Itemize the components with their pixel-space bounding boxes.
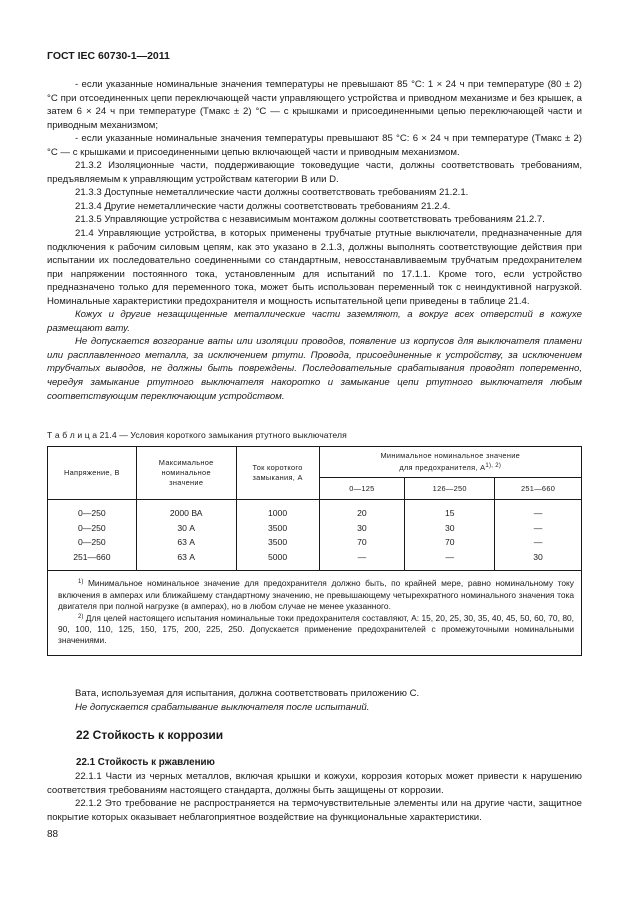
column-fuse-126-250: [405, 500, 495, 571]
page-number: 88: [47, 829, 59, 840]
table-cell: 30: [533, 551, 543, 562]
table-cell: 251—660: [73, 551, 111, 562]
clause-22-1-1: 22.1.1 Части из черных металлов, включая крышки и кожухи, коррозия которых может привести к нарушению соответствия требованиям настоящего стандарта, должны быть защищены от коррозии.: [47, 771, 582, 796]
note-2-mark: 2): [78, 613, 84, 620]
header-fuse-group-text: Минимальное номинальное значение для предохранителя, А: [380, 451, 521, 472]
clause-21-3-4: 21.3.4 Другие неметаллические части должны соответствовать требованиям 21.2.4.: [75, 200, 451, 212]
clause-22-1-2: 22.1.2 Это требование не распространяется на термочувствительные элементы или на другие части, защитное покрытие которых оказывает неблагоприятное воздействие на функциональные характеристики.: [47, 798, 582, 823]
header-fuse-group: [319, 447, 582, 478]
table-cell: —: [533, 508, 543, 518]
section-body: [47, 770, 582, 824]
table-cell: 5000: [268, 551, 288, 562]
table-cell: 0—250: [78, 522, 106, 533]
table-cell: 30 А: [177, 522, 196, 533]
table-caption: Т а б л и ц а 21.4 — Условия короткого замыкания ртутного выключателя: [47, 430, 347, 440]
column-sc-current: [236, 500, 319, 571]
note-2-text: Для целей настоящего испытания номинальные токи предохранителя составляют, А: 15, 20, 25, 30, 35, 40, 45, 50, 60, 70, 80, 90, 100, 110, 125, 150, 175, 200, 225, 250. Допускается применение предохранителей с промежуточными номинальными значениями.: [58, 612, 574, 646]
table-cell: 3500: [268, 537, 288, 548]
column-fuse-0-125: [319, 500, 405, 571]
paragraph-earthing: Кожух и другие незащищенные металлические части заземляют, а вокруг всех отверстий в кожухе размещают вату.: [47, 309, 582, 334]
subheader-126-250: 126—250: [405, 478, 495, 500]
table-cell: 63 А: [177, 537, 196, 548]
table-notes: [48, 571, 582, 655]
column-max-rating: [136, 500, 236, 571]
note-1-mark: 1): [78, 579, 84, 586]
header-fuse-group-sup: 1), 2): [485, 463, 502, 469]
table-cell: —: [445, 551, 455, 562]
paragraph-cotton: Вата, используемая для испытания, должна соответствовать приложению С.: [75, 688, 420, 699]
table-cell: —: [533, 522, 543, 533]
document-header: ГОСТ IEC 60730-1—2011: [47, 50, 170, 62]
clause-21-3-3: 21.3.3 Доступные неметаллические части должны соответствовать требованиям 21.2.1.: [75, 187, 469, 199]
column-voltage: [48, 500, 137, 571]
paragraph-temp-gt85: - если указанные номинальные значения температуры превышают 85 °С: 6 × 24 ч при температуре (Tмакс ± 2) °С — с крышками и присоединенными цепью включающей части и приводным механизмом.: [47, 133, 582, 158]
short-circuit-table: [47, 446, 582, 656]
clause-21-4: 21.4 Управляющие устройства, в которых применены трубчатые ртутные выключатели, предназначенные для подключения к рабочим силовым цепям, как это указано в 2.1.3, должны выполнять соответствующие действия при испытании их последовательно соединенными со стандартным, невосстанавливаемым трубчатым предохранителем при напряжении постоянного тока, установленным для испытаний по 17.1.1. Кроме того, если устройство предназначено только для переменного тока, может быть использован переменный ток с неиндуктивной нагрузкой. Номинальные характеристики предохранителя и мощность испытательной цепи приведены в таблице 21.4.: [47, 228, 582, 307]
paragraph-no-operation: Не допускается срабатывание выключателя после испытаний.: [75, 701, 370, 713]
table-note-1: [58, 577, 574, 612]
subsection-title: 22.1 Стойкость к ржавлению: [76, 757, 215, 768]
note-1-text: Минимальное номинальное значение для предохранителя должно быть, по крайней мере, равно номинальному току включения в амперах или ближайшему стандартному значению, не превышающему четырехкратного номинального значения тока двигателя при полной нагрузке (в амперах), но в любом случае не менее указанного.: [58, 578, 574, 611]
paragraph-temp-le85: - если указанные номинальные значения температуры не превышают 85 °С: 1 × 24 ч при температуре (80 ± 2) °С при отсоединенных цепи переключающей части управляющего устройства и приводном механизме и без крышек, а затем 6 × 24 ч при температуре (Tмакс ± 2) °С — с крышками и присоединенными цепью переключающей части и приводным механизмом;: [47, 79, 582, 131]
clause-21-3-5: 21.3.5 Управляющие устройства с независимым монтажом должны соответствовать требованиям 21.2.7.: [75, 214, 545, 226]
paragraph-compliance: Не допускается возгорание ваты или изоляции проводов, появление из корпусов для выключателя пламени или расплавленного металла, за исключением ртути. Провода, присоединенные к устройству, за исключением трубчатых выводов, не должны быть повреждены. Последовательные срабатывания проводят попеременно, чередуя замыкание ртутного выключателя накоротко и замыкание цепи ртутного выключателя любым соответствующим переключающим устройством.: [47, 336, 582, 402]
section-title: 22 Стойкость к коррозии: [76, 728, 224, 742]
header-max-rating: Максимальное номинальное значение: [136, 447, 236, 500]
table-note-2: [58, 612, 574, 647]
table-cell: 30: [444, 522, 455, 533]
table-cell: 63 А: [177, 551, 196, 562]
table-cell: 70: [444, 537, 455, 548]
table-cell: 20: [357, 508, 367, 518]
table-cell: 15: [444, 508, 455, 518]
body-top: [47, 78, 582, 403]
table-cell: 2000 ВА: [169, 508, 203, 518]
table-cell: 30: [357, 522, 367, 533]
subheader-251-660: 251—660: [495, 478, 582, 500]
table-cell: —: [357, 551, 367, 562]
header-sc-current: Ток короткого замыкания, А: [236, 447, 319, 500]
header-voltage: Напряжение, В: [48, 447, 137, 500]
column-fuse-251-660: [495, 500, 582, 571]
table-cell: 3500: [268, 522, 288, 533]
table-cell: —: [533, 537, 543, 548]
table-cell: 0—250: [78, 508, 106, 518]
after-table-text: [47, 687, 582, 714]
subheader-0-125: 0—125: [319, 478, 405, 500]
clause-21-3-2: 21.3.2 Изоляционные части, поддерживающие токоведущие части, должны соответствовать требованиям, предъявляемым к управляющим устройствам категории В или D.: [47, 160, 582, 185]
table-data-block: [48, 500, 582, 571]
table-cell: 0—250: [78, 537, 106, 548]
table-cell: 1000: [268, 508, 288, 518]
table-cell: 70: [357, 537, 367, 548]
